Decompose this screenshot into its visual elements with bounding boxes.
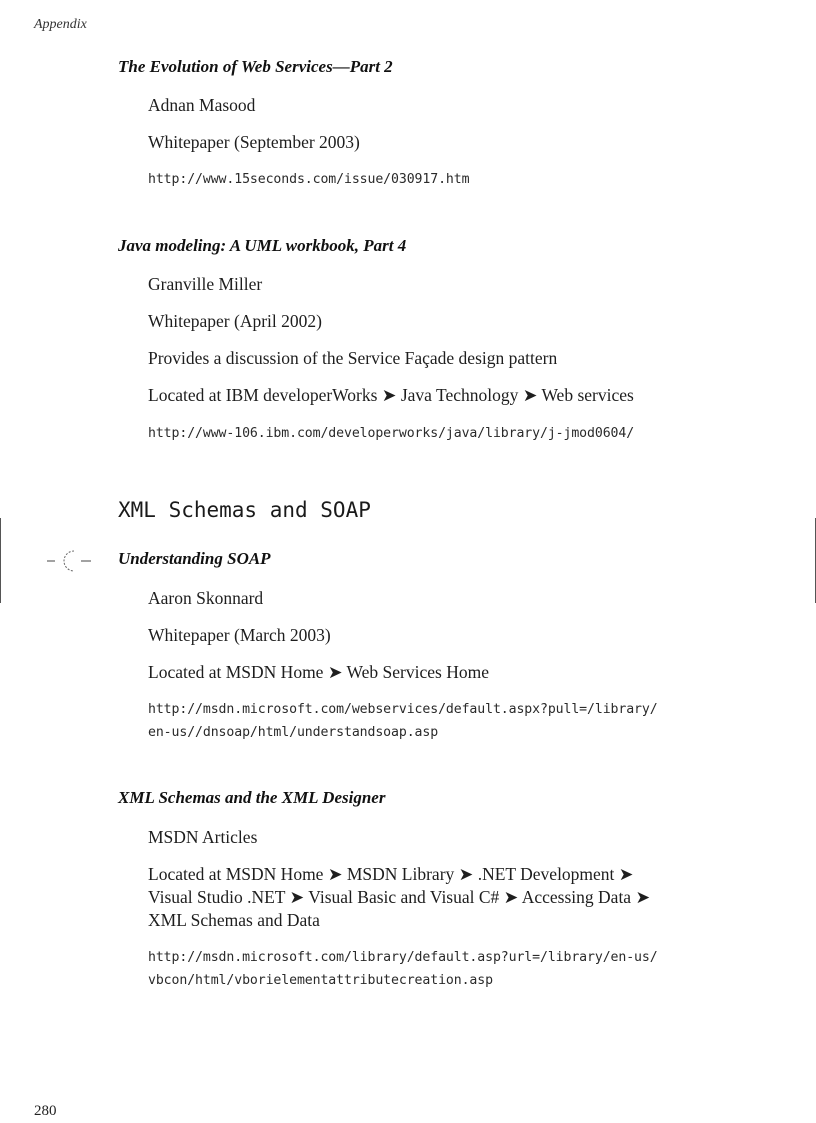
entry-location-line: Visual Studio .NET ➤ Visual Basic and Visual C# ➤ Accessing Data ➤ [148,887,651,907]
entry-location-line: Located at MSDN Home ➤ MSDN Library ➤ .NET Development ➤ [148,864,634,884]
entry-location-line: XML Schemas and Data [148,910,320,930]
entry-url[interactable]: http://www.15seconds.com/issue/030917.htm [148,172,470,187]
entry-publication: Whitepaper (September 2003) [148,132,360,152]
entry-title: Java modeling: A UML workbook, Part 4 [118,236,407,255]
entry-description: Provides a discussion of the Service Façade design pattern [148,348,558,368]
entry-author: MSDN Articles [148,827,258,847]
entry-title: XML Schemas and the XML Designer [118,788,386,807]
entry-url-line[interactable]: en-us//dnsoap/html/understandsoap.asp [148,725,439,740]
entry-title: Understanding SOAP [118,549,271,568]
section-heading: XML Schemas and SOAP [118,498,371,522]
entry-author: Granville Miller [148,274,263,294]
entry-author: Aaron Skonnard [148,588,264,608]
entry-url-line[interactable]: http://msdn.microsoft.com/library/default.asp?url=/library/en-us/ [148,950,658,965]
entry-url-line[interactable]: http://msdn.microsoft.com/webservices/default.aspx?pull=/library/ [148,702,658,717]
entry-publication: Whitepaper (March 2003) [148,625,331,645]
entry-location: Located at MSDN Home ➤ Web Services Home [148,662,489,682]
entry-url-line[interactable]: vbcon/html/vborielementattributecreation.asp [148,973,493,988]
page-edge-bar [0,518,1,603]
running-head: Appendix [34,17,87,32]
entry-publication: Whitepaper (April 2002) [148,311,322,331]
entry-title: The Evolution of Web Services—Part 2 [118,57,393,76]
crop-mark-icon [47,548,91,576]
entry-location: Located at IBM developerWorks ➤ Java Technology ➤ Web services [148,385,634,405]
entry-author: Adnan Masood [148,95,256,115]
page-number: 280 [34,1103,57,1119]
entry-url[interactable]: http://www-106.ibm.com/developerworks/java/library/j-jmod0604/ [148,426,635,441]
